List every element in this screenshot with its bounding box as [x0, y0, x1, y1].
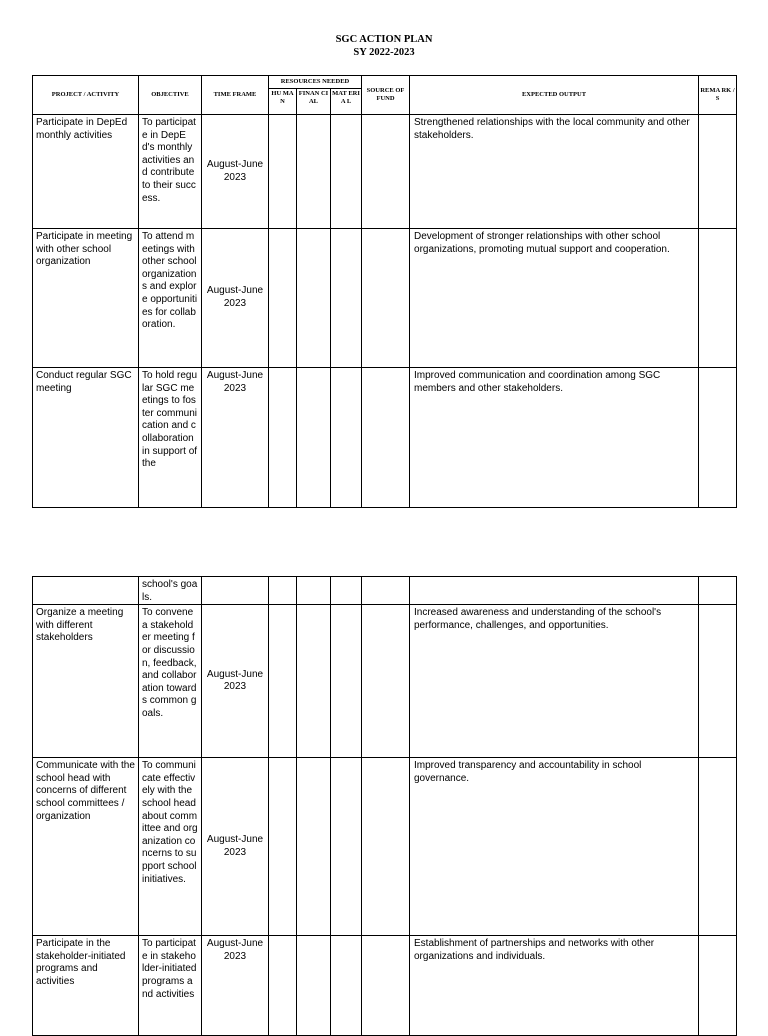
time-frame-cell: August-June 2023 — [202, 115, 269, 229]
header-time-frame: TIME FRAME — [202, 76, 269, 115]
expected-output-cell: Increased awareness and understanding of the school's performance, challenges, and opportunities. — [410, 605, 699, 758]
expected-output-cell: Improved communication and coordination among SGC members and other stakeholders. — [410, 368, 699, 508]
expected-output-cell: Improved transparency and accountability in school governance. — [410, 758, 699, 936]
header-remarks: REMA RK / S — [699, 76, 737, 115]
table-row — [33, 229, 737, 368]
objective-cell: To participate in stakeholder-initiated programs and activities — [139, 936, 202, 1036]
objective-cell: To communicate effectively with the school head about committee and organization concerns to support school initiatives. — [139, 758, 202, 936]
activity-cell: Conduct regular SGC meeting — [33, 368, 139, 508]
time-frame-cell: August-June 2023 — [202, 368, 269, 508]
activity-cell: Participate in meeting with other school organization — [33, 229, 139, 368]
objective-cell: To attend meetings with other school organizations and explore opportunities for collaboration. — [139, 229, 202, 368]
objective-cell: To hold regular SGC meetings to foster communication and collaboration in support of the — [139, 368, 202, 508]
table-row — [33, 605, 737, 758]
table-row — [33, 577, 737, 605]
time-frame-cell: August-June 2023 — [202, 229, 269, 368]
activity-cell: Communicate with the school head with concerns of different school committees / organization — [33, 758, 139, 936]
objective-cell: To participate in DepEd's monthly activities and contribute to their success. — [139, 115, 202, 229]
header-financial: FINAN CIAL — [297, 89, 331, 115]
header-source-of-fund: SOURCE OF FUND — [362, 76, 410, 115]
table-row — [33, 368, 737, 508]
table-row — [33, 115, 737, 229]
activity-cell: Organize a meeting with different stakeholders — [33, 605, 139, 758]
expected-output-cell: Development of stronger relationships with other school organizations, promoting mutual support and cooperation. — [410, 229, 699, 368]
action-plan-table — [32, 75, 737, 508]
time-frame-cell: August-June 2023 — [202, 936, 269, 1036]
document-title: SGC ACTION PLAN — [335, 34, 433, 45]
time-frame-cell: August-June 2023 — [202, 605, 269, 758]
table-row — [33, 758, 737, 936]
header-expected-output: EXPECTED OUTPUT — [410, 76, 699, 115]
header-objective: OBJECTIVE — [139, 76, 202, 115]
header-human: HU MA N — [269, 89, 297, 115]
activity-cell: Participate in DepEd monthly activities — [33, 115, 139, 229]
expected-output-cell: Establishment of partnerships and networks with other organizations and individuals. — [410, 936, 699, 1036]
expected-output-cell: Strengthened relationships with the local community and other stakeholders. — [410, 115, 699, 229]
header-project: PROJECT / ACTIVITY — [33, 76, 139, 115]
table-row — [33, 936, 737, 1036]
action-plan-table-continued — [32, 576, 737, 1036]
header-resources-needed: RESOURCES NEEDED — [269, 76, 362, 89]
objective-cell: To convene a stakeholder meeting for discussion, feedback, and collaboration towards common goals. — [139, 605, 202, 758]
objective-cell: school's goals. — [139, 577, 202, 605]
document-subtitle: SY 2022-2023 — [353, 47, 415, 58]
activity-cell: Participate in the stakeholder-initiated programs and activities — [33, 936, 139, 1036]
header-material: MAT ERIA L — [331, 89, 362, 115]
time-frame-cell: August-June 2023 — [202, 758, 269, 936]
